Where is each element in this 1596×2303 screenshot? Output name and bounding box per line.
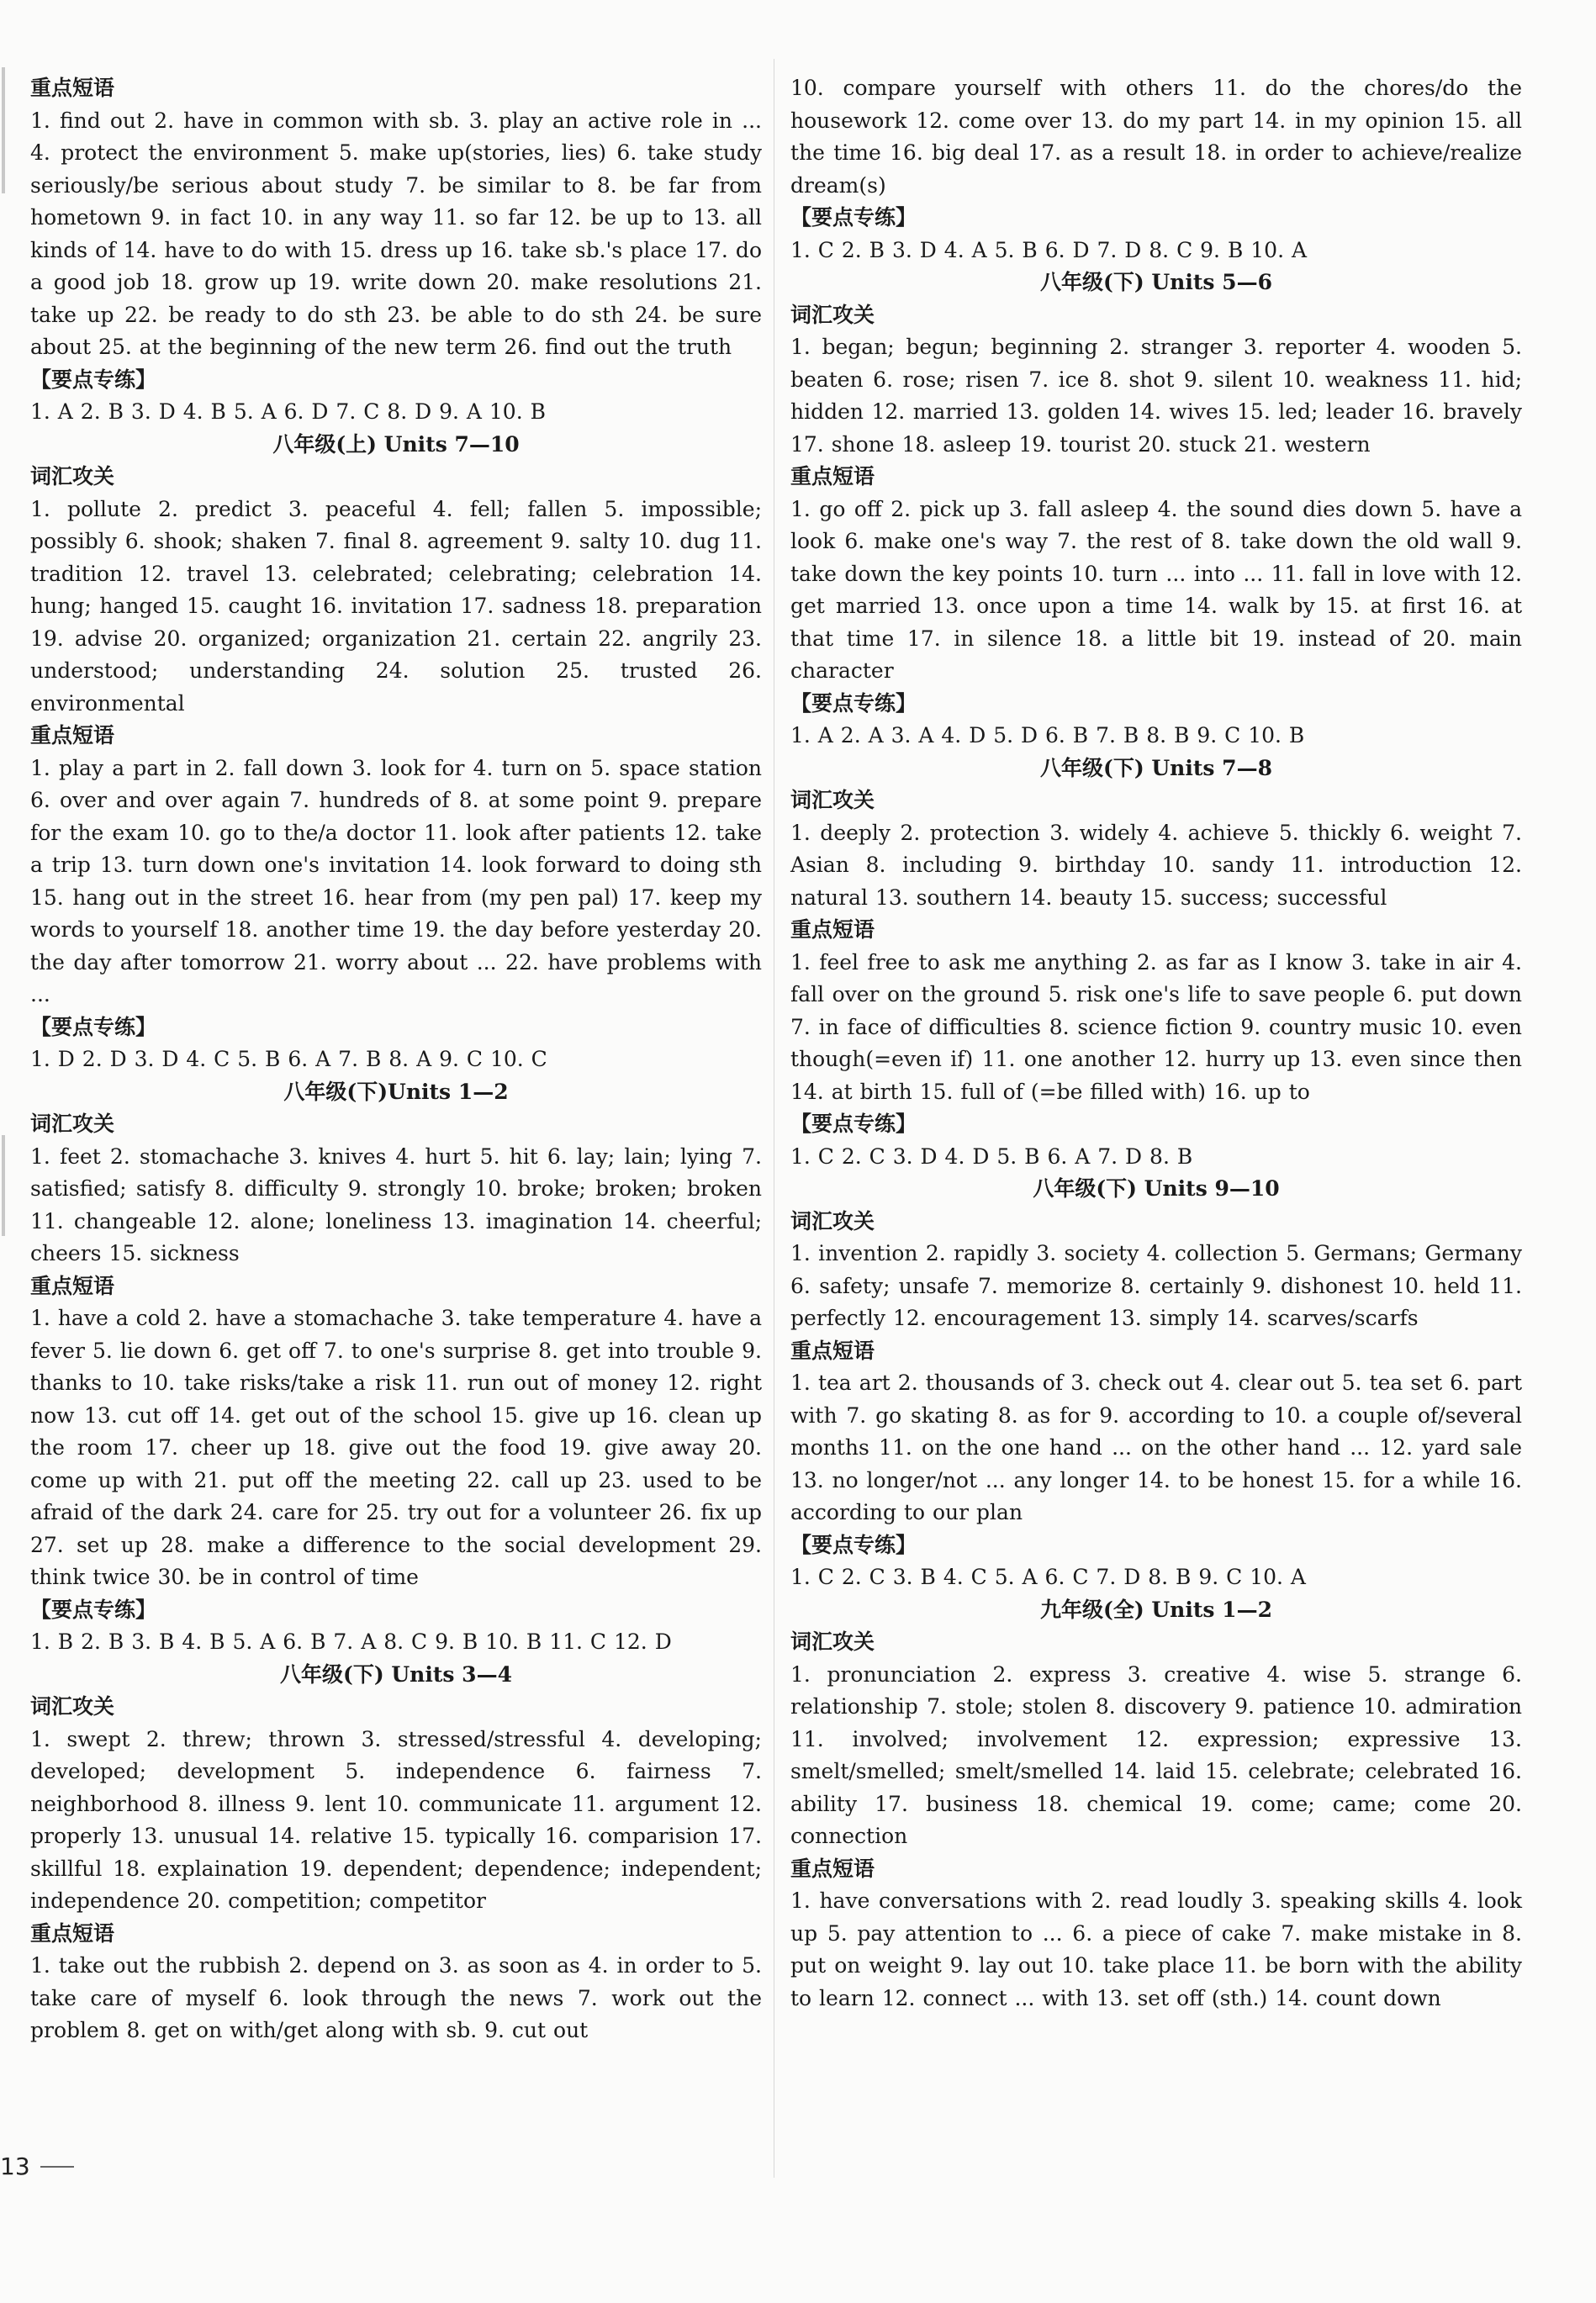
page-number: 13 [0, 2152, 30, 2180]
section-heading: 【要点专练】 [30, 367, 157, 392]
answer-paragraph: 1. tea art 2. thousands of 3. check out 4. clear out 5. tea set 6. part with 7. go skating 8. as for 9. according to 10. a couple of/several months 11. on the one hand ... on the other hand ... 12. yard sale 13. no longer/not ... any longer 14. to be honest 15. for a while 16. according to our plan [790, 1371, 1522, 1524]
answer-paragraph: 1. C 2. C 3. D 4. D 5. B 6. A 7. D 8. B [790, 1144, 1193, 1169]
unit-title: 八年级(下)Units 1—2 [283, 1079, 509, 1104]
scan-edge-mark [2, 67, 5, 193]
answer-paragraph: 1. have a cold 2. have a stomachache 3. take temperature 4. have a fever 5. lie down 6. get off 7. to one's surprise 8. get into trouble 9. thanks to 10. take risks/take a risk 11. run out of money 12. right now 13. cut off 14. get out of the school 15. give up 16. clean up the room 17. cheer up 18. give out the food 19. give away 20. come up with 21. put off the meeting 22. call up 23. used to be afraid of the dark 24. care for 25. try out for a volunteer 26. fix up 27. set up 28. make a difference to the social development 29. think twice 30. be in control of time [30, 1306, 762, 1589]
unit-title: 八年级(下) Units 9—10 [1033, 1176, 1280, 1201]
left-column [30, 72, 762, 2047]
section-heading: 词汇攻关 [30, 1112, 115, 1136]
answer-paragraph: 1. feel free to ask me anything 2. as far as I know 3. take in air 4. fall over on the ground 5. risk one's life to save people 6. put down 7. in face of difficulties 8. science fiction 9. country music 10. even though(=even if) 11. one another 12. hurry up 13. even since then 14. at birth 15. full of (=be filled with) 16. up to [790, 949, 1522, 1104]
section-heading: 词汇攻关 [30, 1694, 115, 1719]
answer-paragraph: 1. B 2. B 3. B 4. B 5. A 6. B 7. A 8. C 9. B 10. B 11. C 12. D [30, 1630, 672, 1654]
unit-title: 八年级(下) Units 7—8 [1040, 755, 1272, 780]
section-heading: 词汇攻关 [790, 302, 875, 327]
answer-paragraph: 1. feet 2. stomachache 3. knives 4. hurt 5. hit 6. lay; lain; lying 7. satisfied; satisfy 8. difficulty 9. strongly 10. broke; broken; broken 11. changeable 12. alone; loneliness 13. imagination 14. cheerful; cheers 15. sickness [30, 1144, 762, 1265]
unit-title: 九年级(全) Units 1—2 [1040, 1597, 1272, 1622]
unit-title: 八年级(上) Units 7—10 [272, 431, 520, 457]
answer-paragraph: 10. compare yourself with others 11. do the chores/do the housework 12. come over 13. do my part 14. in my opinion 15. all the time 16. big deal 17. as a result 18. in order to achieve/realize dream(s) [790, 76, 1522, 198]
answer-paragraph: 1. C 2. B 3. D 4. A 5. B 6. D 7. D 8. C 9. B 10. A [790, 237, 1308, 262]
answer-paragraph: 1. deeply 2. protection 3. widely 4. achieve 5. thickly 6. weight 7. Asian 8. including 9. birthday 10. sandy 11. introduction 12. natural 13. southern 14. beauty 15. success; successful [790, 820, 1522, 910]
unit-title: 八年级(下) Units 5—6 [1040, 270, 1272, 294]
right-column [790, 72, 1522, 2015]
answer-paragraph: 1. go off 2. pick up 3. fall asleep 4. the sound dies down 5. have a look 6. make one's way 7. the rest of 8. take down the old wall 9. take down the key points 10. turn ... into ... 11. fall in love with 12. get married 13. once upon a time 14. walk by 15. at first 16. at that time 17. in silence 18. a little bit 19. instead of 20. main character [790, 496, 1522, 683]
section-heading: 【要点专练】 [30, 1014, 157, 1039]
answer-paragraph: 1. find out 2. have in common with sb. 3. play an active role in ... 4. protect the environment 5. make up(stories, lies) 6. take study seriously/be serious about study 7. be similar to 8. be far from hometown 9. in fact 10. in any way 11. so far 12. be up to 13. all kinds of 14. have to do with 15. dress up 16. take sb.'s place 17. do a good job 18. grow up 19. write down 20. make resolutions 21. take up 22. be ready to do sth 23. be able to do sth 24. be sure about 25. at the beginning of the new term 26. find out the truth [30, 108, 762, 359]
answer-paragraph: 1. pollute 2. predict 3. peaceful 4. fell; fallen 5. impossible; possibly 6. shook; shaken 7. final 8. agreement 9. salty 10. dug 11. tradition 12. travel 13. celebrated; celebrating; celebration 14. hung; hanged 15. caught 16. invitation 17. sadness 18. preparation 19. advise 20. organized; organization 21. certain 22. angrily 23. understood; understanding 24. solution 25. trusted 26. environmental [30, 496, 762, 716]
page-number-dash [40, 2166, 74, 2168]
section-heading: 【要点专练】 [790, 1532, 917, 1557]
section-heading: 【要点专练】 [790, 690, 917, 716]
answer-paragraph: 1. C 2. C 3. B 4. C 5. A 6. C 7. D 8. B 9. C 10. A [790, 1565, 1306, 1589]
section-heading: 词汇攻关 [790, 1208, 875, 1233]
section-heading: 【要点专练】 [30, 1597, 157, 1622]
section-heading: 词汇攻关 [790, 1630, 875, 1654]
section-heading: 重点短语 [30, 76, 115, 100]
section-heading: 重点短语 [30, 1920, 115, 1946]
section-heading: 【要点专练】 [790, 205, 917, 230]
section-heading: 重点短语 [790, 464, 875, 489]
answer-paragraph: 1. invention 2. rapidly 3. society 4. collection 5. Germans; Germany 6. safety; unsafe 7. memorize 8. certainly 9. dishonest 10. held 11. perfectly 12. encouragement 13. simply 14. scarves/scarfs [790, 1241, 1522, 1330]
section-heading: 词汇攻关 [790, 788, 875, 812]
section-heading: 重点短语 [790, 1338, 875, 1363]
unit-title: 八年级(下) Units 3—4 [280, 1661, 512, 1687]
section-heading: 重点短语 [30, 1273, 115, 1298]
answer-paragraph: 1. pronunciation 2. express 3. creative 4. wise 5. strange 6. relationship 7. stole; stolen 8. discovery 9. patience 10. admiration 11. involved; involvement 12. expression; expressive 13. smelt/smelled; smelt/smelled 14. laid 15. celebrate; celebrated 16. ability 17. business 18. chemical 19. come; came; come 20. connection [790, 1661, 1522, 1848]
answer-paragraph: 1. play a part in 2. fall down 3. look for 4. turn on 5. space station 6. over and over again 7. hundreds of 8. at some point 9. prepare for the exam 10. go to the/a doctor 11. look after patients 12. take a trip 13. turn down one's invitation 14. look forward to doing sth 15. hang out in the street 16. hear from (my pen pal) 17. keep my words to yourself 18. another time 19. the day before yesterday 20. the day after tomorrow 21. worry about ... 22. have problems with ... [30, 755, 762, 1006]
answer-paragraph: 1. take out the rubbish 2. depend on 3. as soon as 4. in order to 5. take care of myself 6. look through the news 7. work out the problem 8. get on with/get along with sb. 9. cut out [30, 1953, 762, 2042]
answer-paragraph: 1. D 2. D 3. D 4. C 5. B 6. A 7. B 8. A 9. C 10. C [30, 1047, 547, 1071]
section-heading: 【要点专练】 [790, 1112, 917, 1136]
answer-paragraph: 1. swept 2. threw; thrown 3. stressed/stressful 4. developing; developed; development 5. independence 6. fairness 7. neighborhood 8. illness 9. lent 10. communicate 11. argument 12. properly 13. unusual 14. relative 15. typically 16. comparision 17. skillful 18. explaination 19. dependent; dependence; independent; independence 20. competition; competitor [30, 1726, 762, 1913]
answer-paragraph: 1. have conversations with 2. read loudly 3. speaking skills 4. look up 5. pay attention to ... 6. a piece of cake 7. make mistake in 8. put on weight 9. lay out 10. take place 11. be born with the ability to learn 12. connect ... with 13. set off (sth.) 14. count down [790, 1888, 1522, 2010]
answer-paragraph: 1. A 2. A 3. A 4. D 5. D 6. B 7. B 8. B 9. C 10. B [790, 723, 1305, 747]
answer-paragraph: 1. began; begun; beginning 2. stranger 3. reporter 4. wooden 5. beaten 6. rose; risen 7. ice 8. shot 9. silent 10. weakness 11. hid; hidden 12. married 13. golden 14. wives 15. led; leader 16. bravely 17. shone 18. asleep 19. tourist 20. stuck 21. western [790, 335, 1522, 457]
answer-paragraph: 1. A 2. B 3. D 4. B 5. A 6. D 7. C 8. D 9. A 10. B [30, 399, 546, 424]
section-heading: 重点短语 [790, 917, 875, 942]
section-heading: 重点短语 [30, 723, 115, 747]
scan-edge-mark [2, 1135, 5, 1236]
section-heading: 重点短语 [790, 1856, 875, 1881]
section-heading: 词汇攻关 [30, 464, 115, 489]
